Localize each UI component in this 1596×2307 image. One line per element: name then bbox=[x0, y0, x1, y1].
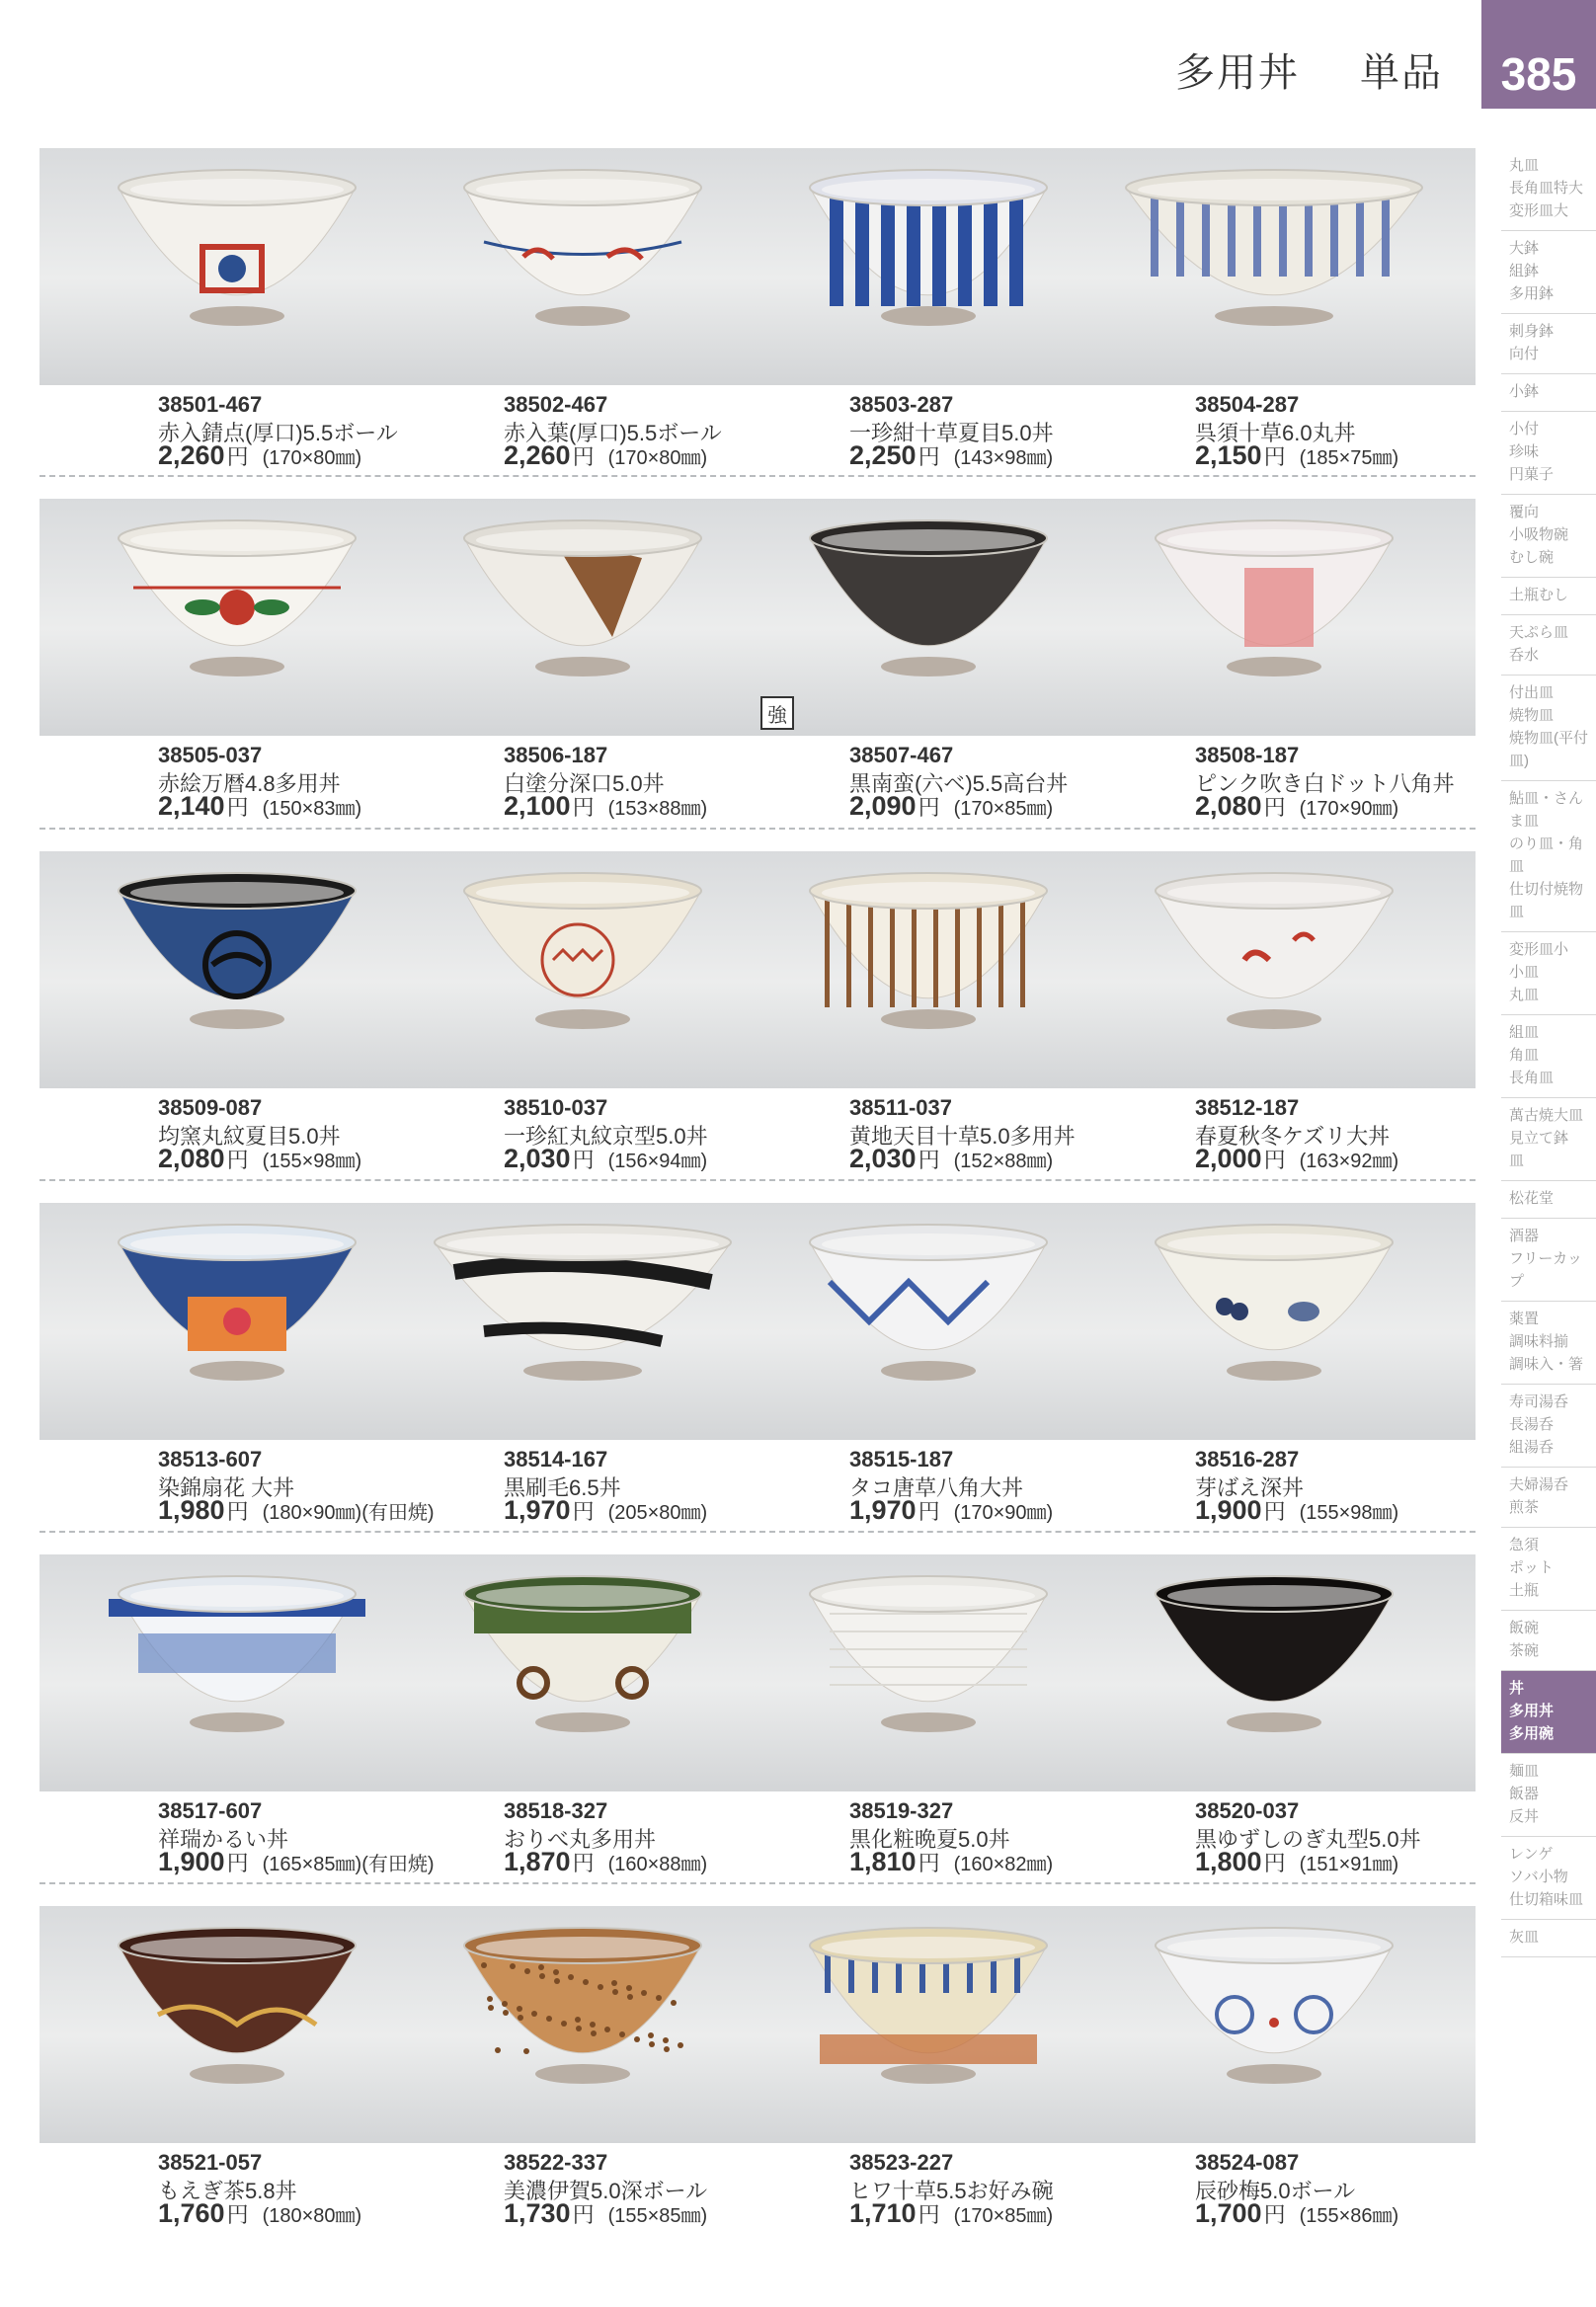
yellow-brown-stripe-bowl-icon bbox=[760, 1906, 1096, 2143]
oribe-green-bowl-icon bbox=[415, 1554, 751, 1791]
product-name: 黒化粧晩夏5.0丼 bbox=[849, 1827, 1010, 1852]
sidebar-category-item[interactable]: 大鉢 組鉢 多用鉢 bbox=[1501, 231, 1596, 314]
product-code: 38514-167 bbox=[504, 1447, 608, 1472]
product-dimensions: (156×94㎜) bbox=[607, 1151, 708, 1172]
product-card[interactable] bbox=[415, 148, 751, 470]
brown-stripe-bowl-icon bbox=[760, 851, 1096, 1088]
product-card[interactable] bbox=[69, 499, 405, 821]
product-card[interactable] bbox=[1106, 1906, 1442, 2228]
product-code: 38516-287 bbox=[1195, 1447, 1300, 1472]
product-name: 黒南蛮(六ベ)5.5高台丼 bbox=[849, 771, 1069, 796]
currency-unit: 円 bbox=[1263, 1499, 1286, 1524]
product-price-line bbox=[504, 1495, 707, 1526]
product-card[interactable] bbox=[1106, 148, 1442, 470]
product-code: 38506-187 bbox=[504, 743, 608, 767]
product-price-line bbox=[849, 1144, 1053, 1174]
product-price: 1,810 bbox=[849, 1847, 917, 1876]
product-name: 辰砂梅5.0ボール bbox=[1195, 2179, 1356, 2203]
product-price: 2,140 bbox=[158, 791, 225, 821]
product-price-line bbox=[1195, 791, 1398, 822]
product-price-line bbox=[158, 791, 361, 822]
blue-stripe-wide-bowl-icon bbox=[1106, 148, 1442, 385]
product-price: 1,970 bbox=[849, 1495, 917, 1525]
currency-unit: 円 bbox=[1263, 1851, 1286, 1875]
product-code: 38510-037 bbox=[504, 1095, 608, 1120]
product-name: ヒワ十草5.5お好み碗 bbox=[849, 2179, 1054, 2203]
product-price-line bbox=[1195, 1495, 1398, 1526]
sidebar-category-item[interactable]: 刺身鉢 向付 bbox=[1501, 314, 1596, 374]
currency-unit: 円 bbox=[226, 2202, 249, 2227]
product-price: 1,800 bbox=[1195, 1847, 1262, 1876]
product-code: 38504-287 bbox=[1195, 392, 1300, 417]
product-name: もえぎ茶5.8丼 bbox=[158, 2179, 297, 2203]
product-price-line bbox=[158, 1144, 361, 1174]
product-price: 1,870 bbox=[504, 1847, 571, 1876]
sprout-pattern-bowl-icon bbox=[1106, 1203, 1442, 1440]
product-name: 赤絵万暦4.8多用丼 bbox=[158, 771, 341, 796]
currency-unit: 円 bbox=[572, 1851, 595, 1875]
product-code: 38518-327 bbox=[504, 1798, 608, 1823]
product-dimensions: (151×91㎜) bbox=[1299, 1854, 1399, 1875]
product-price: 2,030 bbox=[504, 1144, 571, 1173]
sidebar-category-item[interactable]: 丼 多用丼 多用碗 bbox=[1501, 1671, 1596, 1754]
product-code: 38517-607 bbox=[158, 1798, 263, 1823]
category-title: 多用丼 bbox=[1175, 51, 1300, 95]
row-divider bbox=[40, 475, 1476, 477]
black-brush-bowl-icon bbox=[415, 1203, 751, 1440]
product-code: 38503-287 bbox=[849, 392, 954, 417]
product-name: 祥瑞かるい丼 bbox=[158, 1827, 289, 1852]
sidebar-category-item[interactable]: 丸皿 長角皿特大 変形皿大 bbox=[1501, 148, 1596, 231]
product-price-line bbox=[849, 1495, 1053, 1526]
product-price: 2,250 bbox=[849, 440, 917, 470]
currency-unit: 円 bbox=[918, 1499, 940, 1524]
product-price: 2,000 bbox=[1195, 1144, 1262, 1173]
product-price: 1,900 bbox=[158, 1847, 225, 1876]
sidebar-category-item[interactable]: 変形皿小 小皿 丸皿 bbox=[1501, 932, 1596, 1015]
product-card[interactable] bbox=[760, 1554, 1096, 1876]
product-price-line bbox=[158, 1847, 435, 1877]
product-name: ピンク吹き白ドット八角丼 bbox=[1195, 771, 1455, 796]
product-price: 2,260 bbox=[504, 440, 571, 470]
currency-unit: 円 bbox=[1263, 444, 1286, 469]
product-dimensions: (170×80㎜) bbox=[262, 447, 362, 469]
product-card[interactable] bbox=[1106, 851, 1442, 1173]
sidebar-category-item[interactable]: 付出皿 焼物皿 焼物皿(平付皿) bbox=[1501, 676, 1596, 781]
blue-arabesque-bowl-icon bbox=[760, 1203, 1096, 1440]
currency-unit: 円 bbox=[918, 1851, 940, 1875]
product-name: 呉須十草6.0丸丼 bbox=[1195, 421, 1356, 445]
product-price-line bbox=[849, 2198, 1053, 2229]
product-card[interactable] bbox=[760, 851, 1096, 1173]
currency-unit: 円 bbox=[918, 795, 940, 820]
row-divider bbox=[40, 1531, 1476, 1533]
product-card[interactable] bbox=[69, 1906, 405, 2228]
product-price: 1,710 bbox=[849, 2198, 917, 2228]
product-price-line bbox=[849, 791, 1053, 822]
product-price-line bbox=[158, 2198, 361, 2229]
product-card[interactable] bbox=[415, 1203, 751, 1525]
product-price: 2,150 bbox=[1195, 440, 1262, 470]
currency-unit: 円 bbox=[918, 1148, 940, 1172]
product-code: 38515-187 bbox=[849, 1447, 954, 1472]
product-dimensions: (155×85㎜) bbox=[607, 2205, 708, 2227]
sidebar-category-item[interactable]: 小付 珍味 円菓子 bbox=[1501, 412, 1596, 495]
currency-unit: 円 bbox=[226, 795, 249, 820]
product-price: 1,730 bbox=[504, 2198, 571, 2228]
sidebar-category-item[interactable]: 夫婦湯呑 煎茶 bbox=[1501, 1468, 1596, 1528]
product-dimensions: (180×80㎜) bbox=[262, 2205, 362, 2227]
currency-unit: 円 bbox=[1263, 795, 1286, 820]
product-price-line bbox=[1195, 2198, 1398, 2229]
sidebar-category-item[interactable]: 酒器 フリーカップ bbox=[1501, 1219, 1596, 1302]
product-code: 38522-337 bbox=[504, 2150, 608, 2175]
product-code: 38520-037 bbox=[1195, 1798, 1300, 1823]
product-price: 2,030 bbox=[849, 1144, 917, 1173]
currency-unit: 円 bbox=[572, 795, 595, 820]
product-card[interactable] bbox=[415, 851, 751, 1173]
category-index-sidebar bbox=[1501, 148, 1596, 1957]
arita-fan-flower-bowl-icon bbox=[69, 1203, 405, 1440]
sidebar-category-item[interactable]: 萬古焼大皿 見立て鉢 皿 bbox=[1501, 1098, 1596, 1181]
page-subtitle: 単品 bbox=[1360, 51, 1443, 95]
white-brown-bowl-icon bbox=[415, 499, 751, 736]
product-price-line bbox=[158, 1495, 435, 1526]
product-price: 2,100 bbox=[504, 791, 571, 821]
product-card[interactable] bbox=[69, 1554, 435, 1876]
product-dimensions: (170×80㎜) bbox=[607, 447, 708, 469]
currency-unit: 円 bbox=[226, 1499, 249, 1524]
product-card[interactable] bbox=[415, 499, 751, 821]
product-card[interactable] bbox=[760, 499, 1096, 821]
product-dimensions: (170×90㎜) bbox=[953, 1502, 1054, 1524]
product-name: 均窯丸紋夏目5.0丼 bbox=[158, 1124, 341, 1149]
blue-stripe-bowl-icon bbox=[760, 148, 1096, 385]
row-divider bbox=[40, 828, 1476, 830]
product-code: 38519-327 bbox=[849, 1798, 954, 1823]
product-name: タコ唐草八角大丼 bbox=[849, 1475, 1024, 1500]
product-code: 38512-187 bbox=[1195, 1095, 1300, 1120]
product-price-line bbox=[504, 1847, 707, 1877]
brown-yellow-drip-bowl-icon bbox=[69, 1906, 405, 2143]
product-dimensions: (152×88㎜) bbox=[953, 1151, 1054, 1172]
sidebar-category-item[interactable]: 松花堂 bbox=[1501, 1181, 1596, 1219]
product-dimensions: (163×92㎜) bbox=[1299, 1151, 1399, 1172]
currency-unit: 円 bbox=[1263, 2202, 1286, 2227]
product-dimensions: (153×88㎜) bbox=[607, 798, 708, 820]
product-card[interactable] bbox=[760, 148, 1096, 470]
product-price-line bbox=[1195, 440, 1398, 471]
sidebar-category-item[interactable]: 薬置 調味料揃 調味入・箸 bbox=[1501, 1302, 1596, 1385]
product-name: 春夏秋冬ケズリ大丼 bbox=[1195, 1124, 1391, 1149]
product-card[interactable] bbox=[69, 148, 405, 470]
white-bowl-red-motif-icon bbox=[69, 148, 405, 385]
product-code: 38507-467 bbox=[849, 743, 954, 767]
currency-unit: 円 bbox=[572, 444, 595, 469]
product-price-line bbox=[849, 1847, 1053, 1877]
currency-unit: 円 bbox=[1263, 1148, 1286, 1172]
product-card[interactable] bbox=[760, 1203, 1096, 1525]
page-number: 385 bbox=[1481, 0, 1596, 109]
currency-unit: 円 bbox=[226, 1851, 249, 1875]
product-name: 白塗分深口5.0丼 bbox=[504, 771, 665, 796]
product-name: 美濃伊賀5.0深ボール bbox=[504, 2179, 708, 2203]
product-dimensions: (170×90㎜) bbox=[1299, 798, 1399, 820]
product-price-line bbox=[504, 2198, 707, 2229]
product-code: 38502-467 bbox=[504, 392, 608, 417]
product-card[interactable] bbox=[760, 1906, 1096, 2228]
product-dimensions: (143×98㎜) bbox=[953, 447, 1054, 469]
product-card[interactable] bbox=[69, 851, 405, 1173]
product-card[interactable] bbox=[1106, 1554, 1442, 1876]
product-code: 38523-227 bbox=[849, 2150, 954, 2175]
sidebar-category-item[interactable]: 小鉢 bbox=[1501, 374, 1596, 412]
product-card[interactable] bbox=[415, 1906, 751, 2228]
product-name: 一珍紺十草夏目5.0丼 bbox=[849, 421, 1054, 445]
currency-unit: 円 bbox=[918, 444, 940, 469]
sidebar-category-item[interactable]: 鮎皿・さんま皿 のり皿・角皿 仕切付焼物皿 bbox=[1501, 781, 1596, 932]
product-name: 赤入葉(厚口)5.5ボール bbox=[504, 421, 722, 445]
currency-unit: 円 bbox=[226, 444, 249, 469]
white-bowl-red-leaf-icon bbox=[415, 148, 751, 385]
currency-unit: 円 bbox=[572, 2202, 595, 2227]
currency-unit: 円 bbox=[572, 1148, 595, 1172]
currency-unit: 円 bbox=[572, 1499, 595, 1524]
product-code: 38508-187 bbox=[1195, 743, 1300, 767]
product-code: 38524-087 bbox=[1195, 2150, 1300, 2175]
product-dimensions: (155×98㎜) bbox=[262, 1151, 362, 1172]
currency-unit: 円 bbox=[918, 2202, 940, 2227]
product-name: 黄地天目十草5.0多用丼 bbox=[849, 1124, 1076, 1149]
product-price: 2,080 bbox=[1195, 791, 1262, 821]
product-price-line bbox=[504, 1144, 707, 1174]
product-name: 染錦扇花 大丼 bbox=[158, 1475, 295, 1500]
sidebar-category-item[interactable]: 天ぷら皿 呑水 bbox=[1501, 615, 1596, 676]
currency-unit: 円 bbox=[226, 1148, 249, 1172]
product-price: 1,700 bbox=[1195, 2198, 1262, 2228]
product-card[interactable] bbox=[1106, 1203, 1442, 1525]
sidebar-category-item[interactable]: 灰皿 bbox=[1501, 1920, 1596, 1957]
product-dimensions: (205×80㎜) bbox=[607, 1502, 708, 1524]
product-price-line bbox=[1195, 1144, 1398, 1174]
product-price-line bbox=[504, 440, 707, 471]
sidebar-category-item[interactable]: 急須 ポット 土瓶 bbox=[1501, 1528, 1596, 1611]
product-card[interactable] bbox=[1106, 499, 1455, 821]
product-dimensions: (170×85㎜) bbox=[953, 798, 1054, 820]
navy-crest-bowl-icon bbox=[69, 851, 405, 1088]
product-price: 2,090 bbox=[849, 791, 917, 821]
product-price: 1,760 bbox=[158, 2198, 225, 2228]
sidebar-category-item[interactable]: 土瓶むし bbox=[1501, 578, 1596, 615]
sidebar-category-item[interactable]: 飯碗 茶碗 bbox=[1501, 1611, 1596, 1671]
product-name: 赤入錆点(厚口)5.5ボール bbox=[158, 421, 398, 445]
iga-speckled-bowl-icon bbox=[415, 1906, 751, 2143]
product-name: おりべ丸多用丼 bbox=[504, 1827, 657, 1852]
plum-blossom-bowl-icon bbox=[1106, 1906, 1442, 2143]
product-price: 1,900 bbox=[1195, 1495, 1262, 1525]
product-price-line bbox=[158, 440, 361, 471]
cream-red-circle-bowl-icon bbox=[415, 851, 751, 1088]
product-code: 38509-087 bbox=[158, 1095, 263, 1120]
product-dimensions: (185×75㎜) bbox=[1299, 447, 1399, 469]
product-dimensions: (170×85㎜) bbox=[953, 2205, 1054, 2227]
product-code: 38521-057 bbox=[158, 2150, 263, 2175]
row-divider bbox=[40, 1179, 1476, 1181]
product-price-line bbox=[504, 791, 707, 822]
product-price: 1,980 bbox=[158, 1495, 225, 1525]
product-dimensions: (150×83㎜) bbox=[262, 798, 362, 820]
product-price-line bbox=[849, 440, 1053, 471]
product-dimensions: (165×85㎜)(有田焼) bbox=[262, 1854, 435, 1875]
sidebar-category-item[interactable]: 覆向 小吸物碗 むし碗 bbox=[1501, 495, 1596, 578]
product-dimensions: (160×88㎜) bbox=[607, 1854, 708, 1875]
white-ribbed-bowl-icon bbox=[760, 1554, 1096, 1791]
product-name: 一珍紅丸紋京型5.0丼 bbox=[504, 1124, 708, 1149]
red-flower-bowl-icon bbox=[69, 499, 405, 736]
product-code: 38513-607 bbox=[158, 1447, 263, 1472]
product-dimensions: (155×86㎜) bbox=[1299, 2205, 1399, 2227]
product-price: 2,260 bbox=[158, 440, 225, 470]
product-dimensions: (160×82㎜) bbox=[953, 1854, 1054, 1875]
pink-octagonal-bowl-icon bbox=[1106, 499, 1442, 736]
black-glossy-bowl-icon bbox=[1106, 1554, 1442, 1791]
product-dimensions: (180×90㎜)(有田焼) bbox=[262, 1502, 435, 1524]
sidebar-category-item[interactable]: 麺皿 飯器 反丼 bbox=[1501, 1754, 1596, 1837]
row-divider bbox=[40, 1882, 1476, 1884]
product-code: 38505-037 bbox=[158, 743, 263, 767]
shonzui-blue-bowl-icon bbox=[69, 1554, 405, 1791]
product-price: 2,080 bbox=[158, 1144, 225, 1173]
product-code: 38501-467 bbox=[158, 392, 263, 417]
product-name: 黒刷毛6.5丼 bbox=[504, 1475, 621, 1500]
sidebar-category-item[interactable]: レンゲ ソバ小物 仕切箱味皿 bbox=[1501, 1837, 1596, 1920]
product-card[interactable] bbox=[69, 1203, 435, 1525]
product-code: 38511-037 bbox=[849, 1095, 952, 1120]
product-price-line bbox=[1195, 1847, 1398, 1877]
product-name: 芽ばえ深丼 bbox=[1195, 1475, 1305, 1500]
black-footed-bowl-icon bbox=[760, 499, 1096, 736]
product-name: 黒ゆずしのぎ丸型5.0丼 bbox=[1195, 1827, 1421, 1852]
strength-badge: 強 bbox=[760, 696, 794, 730]
product-card[interactable] bbox=[415, 1554, 751, 1876]
sidebar-category-item[interactable]: 寿司湯呑 長湯呑 組湯呑 bbox=[1501, 1385, 1596, 1468]
product-price: 1,970 bbox=[504, 1495, 571, 1525]
product-dimensions: (155×98㎜) bbox=[1299, 1502, 1399, 1524]
white-red-petal-bowl-icon bbox=[1106, 851, 1442, 1088]
sidebar-category-item[interactable]: 組皿 角皿 長角皿 bbox=[1501, 1015, 1596, 1098]
